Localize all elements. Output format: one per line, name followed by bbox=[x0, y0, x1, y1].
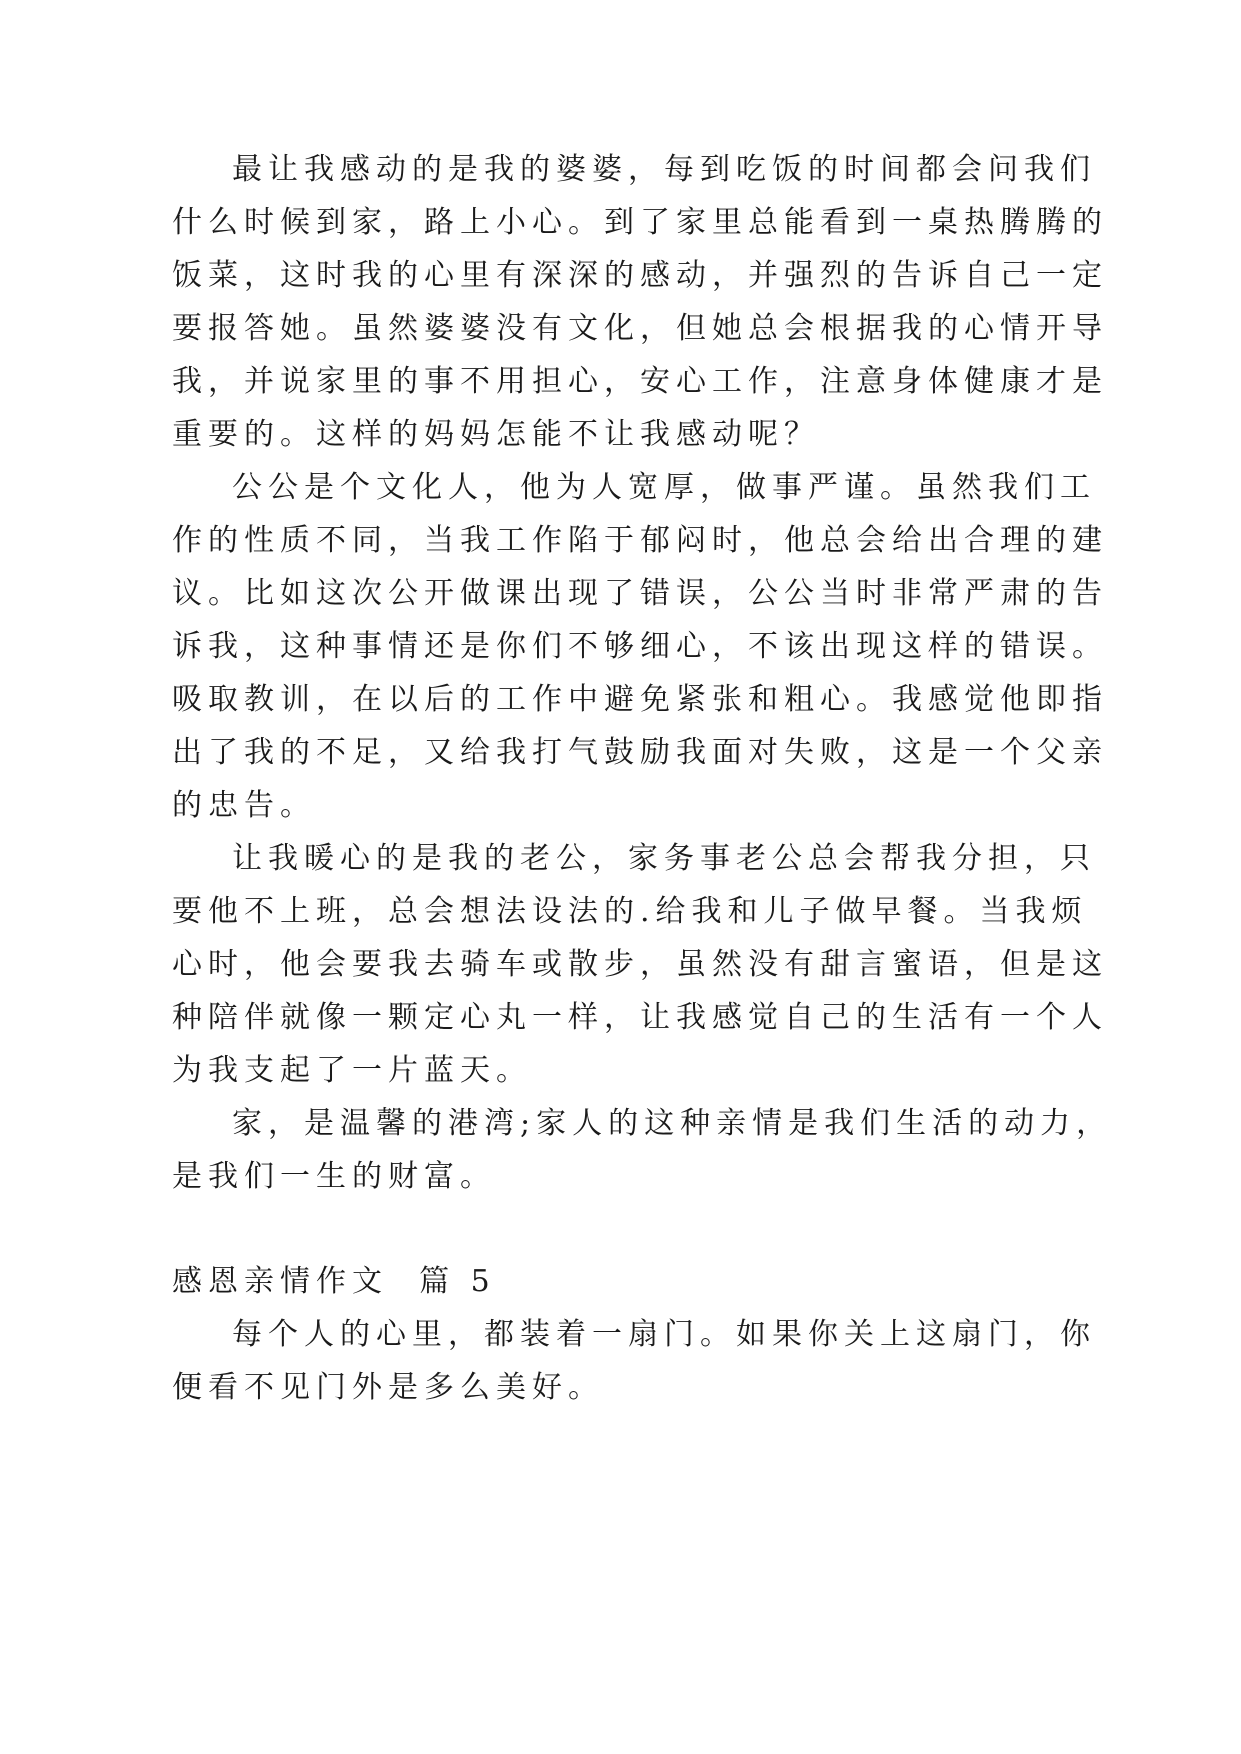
text-line: 我，并说家里的事不用担心，安心工作，注意身体健康才是 bbox=[172, 364, 1108, 399]
text-line: 要他不上班，总会想法设法的.给我和儿子做早餐。当我烦 bbox=[172, 894, 1088, 929]
text-line: 作的性质不同，当我工作陷于郁闷时，他总会给出合理的建 bbox=[172, 523, 1108, 558]
text-line: 的忠告。 bbox=[172, 788, 316, 823]
text-line: 出了我的不足，又给我打气鼓励我面对失败，这是一个父亲 bbox=[172, 735, 1108, 770]
text-line: 什么时候到家，路上小心。到了家里总能看到一桌热腾腾的 bbox=[172, 205, 1108, 240]
text-line: 家，是温馨的港湾;家人的这种亲情是我们生活的动力， bbox=[232, 1106, 1113, 1141]
text-line: 种陪伴就像一颗定心丸一样，让我感觉自己的生活有一个人 bbox=[172, 1000, 1108, 1035]
text-line: 便看不见门外是多么美好。 bbox=[172, 1370, 604, 1405]
text-line: 每个人的心里，都装着一扇门。如果你关上这扇门，你 bbox=[232, 1317, 1096, 1352]
text-line: 诉我，这种事情还是你们不够细心，不该出现这样的错误。 bbox=[172, 629, 1108, 664]
text-line: 饭菜，这时我的心里有深深的感动，并强烈的告诉自己一定 bbox=[172, 258, 1108, 293]
text-line: 心时，他会要我去骑车或散步，虽然没有甜言蜜语，但是这 bbox=[172, 947, 1108, 982]
text-line: 要报答她。虽然婆婆没有文化，但她总会根据我的心情开导 bbox=[172, 311, 1108, 346]
text-line: 让我暖心的是我的老公，家务事老公总会帮我分担，只 bbox=[232, 841, 1096, 876]
text-line: 议。比如这次公开做课出现了错误，公公当时非常严肃的告 bbox=[172, 576, 1108, 611]
text-line: 重要的。这样的妈妈怎能不让我感动呢？ bbox=[172, 417, 820, 452]
text-line: 公公是个文化人，他为人宽厚，做事严谨。虽然我们工 bbox=[232, 470, 1096, 505]
text-line: 为我支起了一片蓝天。 bbox=[172, 1053, 532, 1088]
section-heading: 感恩亲情作文 篇 5 bbox=[172, 1264, 496, 1299]
text-line: 最让我感动的是我的婆婆，每到吃饭的时间都会问我们 bbox=[232, 152, 1096, 187]
text-line: 是我们一生的财富。 bbox=[172, 1159, 496, 1194]
text-line: 吸取教训，在以后的工作中避免紧张和粗心。我感觉他即指 bbox=[172, 682, 1108, 717]
